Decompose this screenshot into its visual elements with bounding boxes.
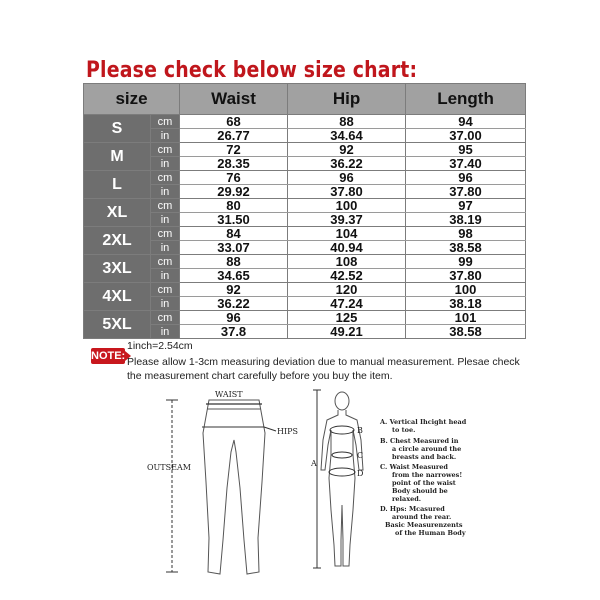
value-cell: 34.65 xyxy=(180,269,288,283)
value-cell: 26.77 xyxy=(180,129,288,143)
value-cell: 37.40 xyxy=(406,157,526,171)
unit-in: in xyxy=(151,269,180,283)
value-cell: 96 xyxy=(406,171,526,185)
value-cell: 38.19 xyxy=(406,213,526,227)
legend-d-1: D. Hps: Mcasured xyxy=(380,505,445,513)
unit-cm: cm xyxy=(151,143,180,157)
waist-measure-ellipse xyxy=(332,452,352,458)
value-cell: 42.52 xyxy=(288,269,406,283)
leggings-outline xyxy=(203,400,265,574)
body-diagram xyxy=(313,390,363,568)
outseam-label: OUTSEAM xyxy=(147,463,191,472)
value-cell: 100 xyxy=(288,199,406,213)
unit-in: in xyxy=(151,185,180,199)
page-title: Please check below size chart: xyxy=(86,58,418,83)
value-cell: 37.80 xyxy=(406,185,526,199)
unit-cm: cm xyxy=(151,199,180,213)
header-length: Length xyxy=(406,84,526,115)
value-cell: 88 xyxy=(288,115,406,129)
unit-in: in xyxy=(151,297,180,311)
legend-b-1: B. Chest Measured in xyxy=(380,437,459,445)
legend-d-4: of the Human Body xyxy=(395,529,466,537)
unit-in: in xyxy=(151,157,180,171)
value-cell: 68 xyxy=(180,115,288,129)
legend-c-3: point of the waist xyxy=(392,479,456,487)
leggings-diagram xyxy=(166,400,276,574)
size-cell: M xyxy=(84,143,151,171)
value-cell: 101 xyxy=(406,311,526,325)
value-cell: 37.00 xyxy=(406,129,526,143)
body-head xyxy=(335,392,349,410)
header-waist: Waist xyxy=(180,84,288,115)
value-cell: 88 xyxy=(180,255,288,269)
unit-cm: cm xyxy=(151,171,180,185)
value-cell: 92 xyxy=(288,143,406,157)
value-cell: 80 xyxy=(180,199,288,213)
legend-c-1: C. Waist Measured xyxy=(380,463,448,471)
legend-c-2: from the narrowes! xyxy=(392,471,463,479)
marker-c: C xyxy=(357,451,364,460)
value-cell: 40.94 xyxy=(288,241,406,255)
value-cell: 95 xyxy=(406,143,526,157)
value-cell: 98 xyxy=(406,227,526,241)
legend-d-3: Basic Measurenzents xyxy=(385,521,463,529)
inch-conversion: 1inch=2.54cm xyxy=(127,340,193,352)
marker-a: A xyxy=(311,459,317,468)
legend-d-2: around the rear. xyxy=(392,513,452,521)
size-cell: S xyxy=(84,115,151,143)
hip-measure-ellipse xyxy=(329,468,355,476)
value-cell: 38.18 xyxy=(406,297,526,311)
legend-a-1: A. Vertical Ihcight head xyxy=(380,418,467,426)
value-cell: 76 xyxy=(180,171,288,185)
size-cell: 3XL xyxy=(84,255,151,283)
value-cell: 29.92 xyxy=(180,185,288,199)
legend-b-3: breasts and back. xyxy=(392,453,457,461)
value-cell: 36.22 xyxy=(180,297,288,311)
value-cell: 38.58 xyxy=(406,325,526,339)
legend-c-5: relaxed. xyxy=(392,495,422,503)
legend-a-2: to toe. xyxy=(392,426,416,434)
legend-c-4: Body should be xyxy=(392,487,448,495)
unit-in: in xyxy=(151,241,180,255)
value-cell: 104 xyxy=(288,227,406,241)
value-cell: 34.64 xyxy=(288,129,406,143)
value-cell: 100 xyxy=(406,283,526,297)
hips-leader-line xyxy=(264,427,276,431)
value-cell: 38.58 xyxy=(406,241,526,255)
hips-label: HIPS xyxy=(277,427,298,436)
value-cell: 84 xyxy=(180,227,288,241)
value-cell: 33.07 xyxy=(180,241,288,255)
unit-cm: cm xyxy=(151,115,180,129)
value-cell: 92 xyxy=(180,283,288,297)
header-hip: Hip xyxy=(288,84,406,115)
value-cell: 125 xyxy=(288,311,406,325)
value-cell: 120 xyxy=(288,283,406,297)
chest-measure-ellipse xyxy=(330,426,354,434)
unit-in: in xyxy=(151,213,180,227)
value-cell: 99 xyxy=(406,255,526,269)
value-cell: 96 xyxy=(180,311,288,325)
header-size: size xyxy=(84,84,180,115)
marker-d: D xyxy=(357,469,364,478)
value-cell: 39.37 xyxy=(288,213,406,227)
value-cell: 28.35 xyxy=(180,157,288,171)
value-cell: 96 xyxy=(288,171,406,185)
unit-cm: cm xyxy=(151,227,180,241)
note-badge: NOTE: xyxy=(91,350,126,362)
legend-b-2: a circle around the xyxy=(392,445,462,453)
value-cell: 97 xyxy=(406,199,526,213)
value-cell: 47.24 xyxy=(288,297,406,311)
size-cell: L xyxy=(84,171,151,199)
unit-in: in xyxy=(151,325,180,339)
value-cell: 94 xyxy=(406,115,526,129)
marker-b: B xyxy=(357,426,363,435)
size-cell: 5XL xyxy=(84,311,151,339)
size-cell: 4XL xyxy=(84,283,151,311)
value-cell: 49.21 xyxy=(288,325,406,339)
size-cell: XL xyxy=(84,199,151,227)
value-cell: 37.80 xyxy=(406,269,526,283)
value-cell: 108 xyxy=(288,255,406,269)
unit-cm: cm xyxy=(151,311,180,325)
value-cell: 72 xyxy=(180,143,288,157)
unit-cm: cm xyxy=(151,255,180,269)
value-cell: 37.80 xyxy=(288,185,406,199)
value-cell: 36.22 xyxy=(288,157,406,171)
value-cell: 37.8 xyxy=(180,325,288,339)
body-legend xyxy=(379,418,467,537)
value-cell: 31.50 xyxy=(180,213,288,227)
unit-in: in xyxy=(151,129,180,143)
size-cell: 2XL xyxy=(84,227,151,255)
waist-label: WAIST xyxy=(215,390,243,399)
note-text: Please allow 1-3cm measuring deviation due to manual measurement. Plesae check the measurement chart carefully before you buy the item. xyxy=(127,356,520,382)
unit-cm: cm xyxy=(151,283,180,297)
